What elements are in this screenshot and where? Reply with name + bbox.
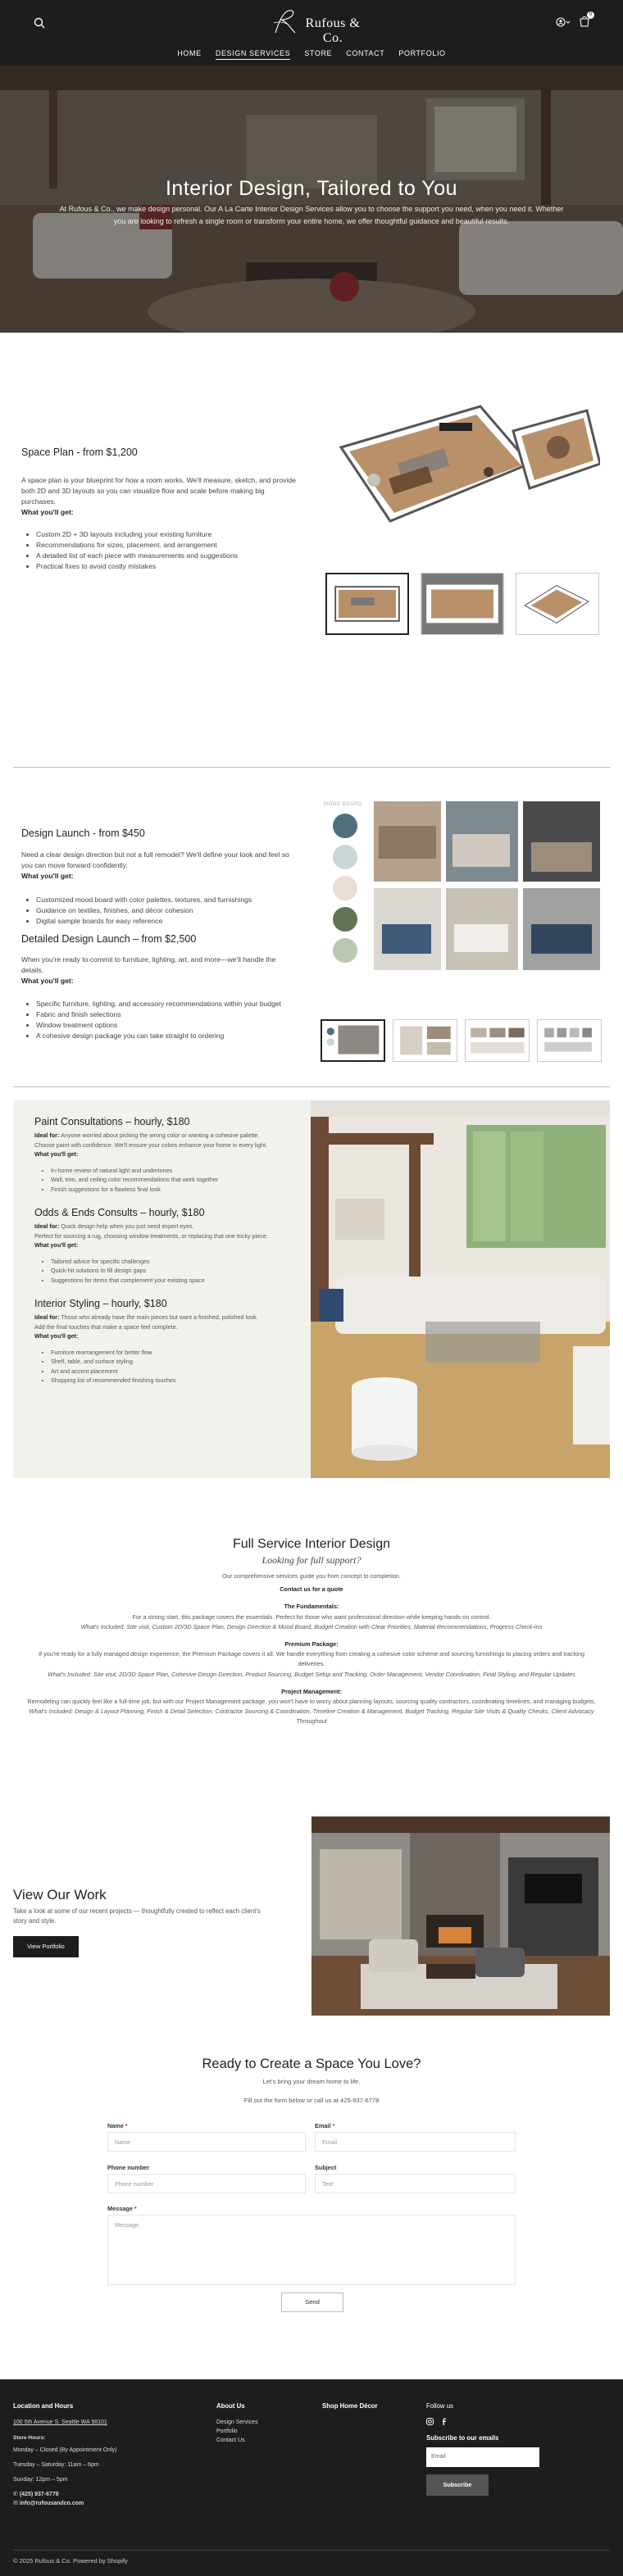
space-plan-thumbnails <box>321 573 602 635</box>
thumbnail-1[interactable] <box>321 1019 385 1062</box>
consult-body: Choose paint with confidence. We'll ensure your colors enhance your home in every light. <box>34 1141 268 1149</box>
phone-input[interactable]: Phone number <box>107 2174 306 2193</box>
list-item: • Recommendations for sizes, placement, and arrangement <box>36 540 307 551</box>
footer-link-contact[interactable]: Contact Us <box>216 2438 245 2443</box>
space-plan-section <box>0 333 623 775</box>
search-icon[interactable] <box>33 16 46 29</box>
footer-shop <box>322 2402 421 2418</box>
thumbnail-3[interactable] <box>465 1019 530 1062</box>
message-textarea[interactable]: Message <box>107 2215 516 2285</box>
consult-block <box>34 1207 297 1285</box>
footer-phone[interactable]: ✆ (425) 937-6778 <box>13 2492 59 2497</box>
email-input[interactable]: Email <box>315 2132 516 2152</box>
email-label: Email * <box>315 2122 335 2129</box>
design-launch-get-label: What you'll get: <box>21 872 74 880</box>
footer-copyright: © 2025 Rufous & Co. Powered by Shopify <box>13 2557 128 2565</box>
footer-shop-title[interactable]: Shop Home Décor <box>322 2402 378 2410</box>
footer-location-title: Location and Hours <box>13 2402 74 2410</box>
consult-list <box>51 1348 297 1386</box>
color-swatch <box>333 907 357 932</box>
detailed-launch-list <box>36 999 298 1041</box>
footer-hours-line: Monday – Closed (By Appointment Only) <box>13 2447 117 2453</box>
subscribe-button[interactable]: Subscribe <box>426 2474 489 2496</box>
subject-label: Subject <box>315 2164 337 2171</box>
consult-list <box>51 1257 297 1286</box>
nav-contact[interactable]: CONTACT <box>346 49 385 57</box>
social-icons <box>426 2418 449 2426</box>
footer-hours-title: Store Hours: <box>13 2435 46 2441</box>
footer-divider <box>13 2550 610 2551</box>
contact-phone-text: Fill out the form below or call us at 425-937-6778 <box>243 2097 380 2104</box>
consult-text <box>34 1313 297 1341</box>
contact-quote-link[interactable]: Contact us for a quote <box>280 1585 343 1594</box>
consult-block <box>34 1116 297 1194</box>
cart-icon[interactable] <box>579 12 593 29</box>
footer-about-title: About Us <box>216 2402 245 2410</box>
package-included: What's Included: Site visit, 2D/3D Space Plan, Cohesive Design Direction, Product Sourcing, Budget Setup and Tracking, Order Management, Vendor Coordination, Final Styling, and Regular Updates <box>48 1670 575 1678</box>
footer-location <box>13 2402 193 2508</box>
footer-subscribe-title: Subscribe to our emails <box>426 2434 499 2442</box>
account-icon[interactable] <box>556 16 571 28</box>
color-swatch <box>333 845 357 869</box>
get-label: What you'll get: <box>34 1150 79 1158</box>
list-item: • Window treatment options <box>36 1020 298 1031</box>
view-portfolio-button[interactable]: View Portfolio <box>13 1936 79 1957</box>
footer-follow-title: Follow us <box>426 2402 453 2410</box>
view-work-section <box>0 1807 623 2037</box>
consult-body: Perfect for sourcing a rug, choosing window treatments, or replacing that one tricky piece. <box>34 1231 268 1240</box>
list-item: • Digital sample boards for easy reference <box>36 916 307 927</box>
nav-portfolio[interactable]: PORTFOLIO <box>398 49 446 57</box>
design-launch-list <box>36 895 307 927</box>
ideal-label: Ideal for: <box>34 1222 60 1230</box>
nav-design-services[interactable]: DESIGN SERVICES <box>216 49 290 60</box>
floor-plan-3d-image[interactable] <box>325 390 600 554</box>
site-header <box>0 0 623 66</box>
get-label: What you'll get: <box>34 1332 79 1340</box>
package-name: Project Management: <box>281 1687 342 1695</box>
consult-title: Interior Styling – hourly, $180 <box>34 1298 167 1309</box>
list-item: • Suggestions for items that complement your existing space <box>51 1276 297 1286</box>
list-item: • Shopping list of recommended finishing touches <box>51 1376 297 1386</box>
color-swatch <box>333 876 357 900</box>
footer-hours-line: Tuesday – Saturday: 11am – 6pm <box>13 2462 99 2468</box>
detailed-launch-title: Detailed Design Launch – from $2,500 <box>21 933 197 945</box>
consult-title: Paint Consultations – hourly, $180 <box>34 1116 190 1127</box>
consult-text <box>34 1131 297 1159</box>
package-included: What's Included: Design & Layout Planning, Finish & Detail Selection, Contractor Sourcing & Coordination, Timeline Creation & Management, Budget Tracking, Regular Site Visits & Quality Checks, Client Advocacy Throughout <box>29 1708 594 1726</box>
footer-email-input[interactable]: Email <box>426 2447 539 2467</box>
list-item: • A cohesive design package you can take straight to ordering <box>36 1031 298 1041</box>
message-label: Message * <box>107 2205 137 2212</box>
section-divider <box>13 1086 610 1087</box>
phone-label: Phone number <box>107 2164 150 2171</box>
thumbnail-2[interactable] <box>393 1019 457 1062</box>
phone-icon: ✆ <box>13 2492 18 2497</box>
space-plan-list <box>36 529 307 572</box>
full-service-section <box>0 1496 623 1807</box>
footer-link-portfolio[interactable]: Portfolio <box>216 2429 238 2434</box>
nav-store[interactable]: STORE <box>304 49 333 57</box>
design-launch-body: Need a clear design direction but not a full remodel? We'll define your look and feel so you can move forward confidently. <box>21 850 289 869</box>
ideal-label: Ideal for: <box>34 1132 60 1139</box>
package-included: What's Included: Site visit, Custom 2D/3D Space Plan, Design Direction & Mood Board, Budget Creation with Clear Priorities, Material Recommendations, Progress Check-ins <box>80 1622 543 1630</box>
list-item: • Fabric and finish selections <box>36 1009 298 1020</box>
list-item: • Tailored advice for specific challenges <box>51 1257 297 1267</box>
design-launch-thumbnails <box>321 1019 602 1062</box>
design-launch-section <box>0 775 623 1095</box>
send-button[interactable]: Send <box>281 2293 343 2312</box>
detailed-launch-body: When you're ready to commit to furniture, lighting, art, and more—we'll handle the details. <box>21 955 276 974</box>
footer-hours-line: Sunday: 12pm – 5pm <box>13 2477 68 2483</box>
view-work-title: View Our Work <box>13 1887 107 1903</box>
color-swatch <box>333 938 357 963</box>
consult-text <box>34 1222 297 1250</box>
consult-title: Odds & Ends Consults – hourly, $180 <box>34 1207 205 1218</box>
view-work-text: Take a look at some of our recent projects — thoughtfully created to reflect each client's story and style. <box>13 1907 261 1925</box>
detailed-launch-get-label: What you'll get: <box>21 977 74 985</box>
list-item: • Furniture rearrangement for better flow <box>51 1348 297 1358</box>
package-name: The Fundamentals: <box>284 1603 339 1611</box>
logo[interactable] <box>254 5 369 45</box>
list-item: • Customized mood board with color palettes, textures, and furnishings <box>36 895 307 905</box>
consult-body: Add the final touches that make a space feel complete. <box>34 1322 178 1331</box>
nav-home[interactable]: HOME <box>177 49 202 57</box>
name-label: Name * <box>107 2122 128 2129</box>
consult-list <box>51 1166 297 1195</box>
full-service-title: Full Service Interior Design <box>232 1537 391 1551</box>
contact-form-section <box>0 2037 623 2379</box>
thumbnail-4[interactable] <box>537 1019 602 1062</box>
thumbnail-2[interactable] <box>421 573 504 635</box>
hero-title: Interior Design, Tailored to You <box>165 177 458 200</box>
color-swatch <box>333 814 357 838</box>
logo-text: Rufous & Co. <box>305 16 361 45</box>
list-item: • Wall, trim, and ceiling color recommendations that work together <box>51 1175 297 1185</box>
subject-input[interactable]: Text <box>315 2174 516 2193</box>
design-launch-title: Design Launch - from $450 <box>21 828 145 839</box>
space-plan-description <box>21 475 300 518</box>
detailed-launch-description <box>21 955 300 986</box>
space-plan-body: A space plan is your blueprint for how a room works. We'll measure, sketch, and provide both 2D and 3D layouts so you can visualize flow and scale before making big purchases. <box>21 476 296 506</box>
thumbnail-3[interactable] <box>516 573 599 635</box>
consult-ideal: Quick design help when you just need expert eyes. <box>61 1222 194 1230</box>
design-launch-description <box>21 850 300 882</box>
portfolio-room-image <box>312 1816 610 2016</box>
consult-ideal: Anyone worried about picking the wrong color or wanting a cohesive palette. <box>60 1132 260 1139</box>
mood-board-label: MOOD BOARD <box>324 802 362 807</box>
footer-address-link[interactable]: 100 5th Avenue S. Seattle WA 98101 <box>13 2420 107 2425</box>
space-plan-get-label: What you'll get: <box>21 508 74 516</box>
list-item: • In-home review of natural light and undertones <box>51 1166 297 1176</box>
site-footer <box>0 2379 623 2576</box>
list-item: • Practical fixes to avoid costly mistakes <box>36 561 307 572</box>
ideal-label: Ideal for: <box>34 1313 60 1321</box>
full-service-intro: Our comprehensive services guide you from concept to completion. <box>222 1572 401 1580</box>
consult-block <box>34 1298 297 1386</box>
hero-text: At Rufous & Co., we make design personal. Our A La Carte Interior Design Services allow you to choose the support you need, when you need it. Whether you are looking to refresh a single room or transform your entire home, we offer thoughtful guidance and beautiful results. <box>59 205 564 225</box>
list-item: • Finish suggestions for a flawless final look <box>51 1185 297 1195</box>
full-service-subtitle: Looking for full support? <box>261 1554 362 1566</box>
package-name: Premium Package: <box>284 1640 339 1649</box>
footer-email[interactable]: ✉ info@rufousandco.com <box>13 2501 84 2506</box>
living-room-image <box>311 1100 610 1478</box>
list-item: • Art and accent placement <box>51 1367 297 1376</box>
mood-board-image[interactable] <box>321 801 600 970</box>
name-input[interactable]: Name <box>107 2132 306 2152</box>
get-label: What you'll get: <box>34 1241 79 1249</box>
package-desc: Remodeling can quickly feel like a full-time job, but with our Project Management package, you won't have to worry about planning layouts, sourcing quality contractors, coordinating timelines, and managing budgets. <box>27 1698 596 1706</box>
thumbnail-1[interactable] <box>325 573 409 635</box>
footer-link-design-services[interactable]: Design Services <box>216 2420 258 2425</box>
consult-ideal: Those who already have the main pieces but want a finished, polished look. <box>61 1313 258 1321</box>
list-item: • Specific furniture, lighting, and accessory recommendations within your budget <box>36 999 298 1009</box>
facebook-icon <box>443 2419 447 2426</box>
section-divider <box>13 767 610 768</box>
mail-icon: ✉ <box>13 2501 18 2506</box>
consultations-section <box>0 1095 623 1496</box>
hero-banner <box>0 66 623 333</box>
list-item: • Custom 2D + 3D layouts including your existing furniture <box>36 529 307 540</box>
instagram-icon <box>427 2419 434 2425</box>
list-item: • Quick-hit solutions to fill design gaps <box>51 1266 297 1276</box>
list-item: • Shelf, table, and surface styling <box>51 1357 297 1367</box>
list-item: • A detailed list of each piece with measurements and suggestions <box>36 551 307 561</box>
footer-follow <box>426 2402 590 2450</box>
cart-count-badge: 0 <box>587 11 594 19</box>
contact-title: Ready to Create a Space You Love? <box>202 2057 421 2071</box>
full-service-body <box>25 1571 598 1727</box>
contact-subtitle: Let's bring your dream home to life. <box>262 2078 361 2085</box>
footer-about <box>216 2402 315 2445</box>
package-desc: For a strong start, this package covers the essentials. Perfect for those who want professional direction while keeping hands-on control. <box>132 1612 491 1621</box>
logo-monogram-icon <box>271 7 298 36</box>
consultations-content <box>34 1116 297 1390</box>
list-item: • Guidance on textiles, finishes, and décor cohesion <box>36 905 307 916</box>
main-nav <box>0 49 623 60</box>
space-plan-title: Space Plan - from $1,200 <box>21 447 138 458</box>
package-desc: If you're ready for a fully managed design experience, the Premium Package covers it all. We handle everything from creating a cohesive color scheme and sourcing furnishings to placing orders and tracking deliveries. <box>38 1650 585 1668</box>
